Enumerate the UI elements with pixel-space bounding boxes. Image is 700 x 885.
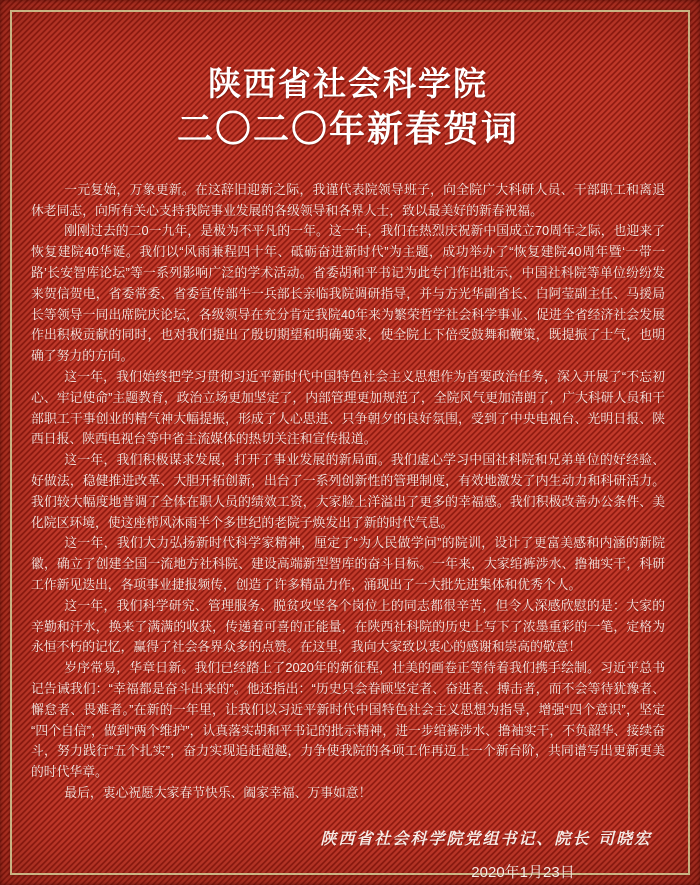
page-title-greeting: 二〇二〇年新春贺词 xyxy=(176,107,519,149)
signature-line: 陕西省社会科学院党组书记、院长 司晓宏 xyxy=(320,828,652,848)
paragraph-gratitude: 这一年，我们科学研究、管理服务、脱贫攻坚各个岗位上的同志都很辛苦，但令人深感欣慰的是：大家的辛勤和汗水，换来了满满的收获，传递着可喜的正能量，在陕西社科院的历史上写下了浓墨重彩的一笔，定格为永恒不朽的记忆，赢得了社会各界众多的点赞。在这里，我向大家致以衷心的感谢和崇高的敬意！ xyxy=(31,597,665,655)
paragraph-scientist-spirit: 这一年，我们大力弘扬新时代科学家精神，厘定了“为人民做学问”的院训，设计了更富美感和内涵的新院徽，确立了创建全国一流地方社科院、建设高端新型智库的奋斗目标。一年来，大家绾裤涉水、撸袖实干，科研工作新见迭出，各项事业捷报频传，创造了许多精品力作，涌现出了一大批先进集体和优秀个人。 xyxy=(31,535,665,592)
paragraph-new-year-outlook: 岁序常易，华章日新。我们已经踏上了2020年的新征程，壮美的画卷正等待着我们携手绘制。习近平总书记告诫我们：“幸福都是奋斗出来的”。他还指出：“历史只会眷顾坚定者、奋进者、搏击者，而不会等待犹豫者、懈怠者、畏难者。”在新的一年里，让我们以习近平新时代中国特色社会主义思想为指导，增强“四个意识”，坚定“四个自信”，做到“两个维护”，认真落实胡和平书记的批示精神，进一步绾裤涉水、撸袖实干，不负韶华、接续奋斗，努力践行“五个扎实”，奋力实现追赶超越，力争使我院的各项工作再迈上一个新台阶，共同谱写出更新更美的时代华章。 xyxy=(31,660,665,780)
paragraph-political-education: 这一年，我们始终把学习贯彻习近平新时代中国特色社会主义思想作为首要政治任务，深入开展了“不忘初心、牢记使命”主题教育，政治立场更加坚定了，内部管理更加规范了，全院风气更加清朗了，广大科研人员和干部职工干事创业的精气神大幅提振，形成了人心思进、只争朝夕的良好氛围，受到了中央电视台、光明日报、陕西日报、陕西电视台等中省主流媒体的热切关注和宣传报道。 xyxy=(31,368,665,447)
greeting-content xyxy=(12,12,688,881)
page-title-institution: 陕西省社会科学院 xyxy=(208,65,488,102)
greeting-body xyxy=(31,180,665,804)
paragraph-year-review: 刚刚过去的二0一九年，是极为不平凡的一年。这一年，我们在热烈庆祝新中国成立70周年之际，也迎来了恢复建院40华诞。我们以“风雨兼程四十年、砥砺奋进新时代”为主题，成功举办了“恢复建院40周年暨‘一带一路’长安智库论坛”等一系列影响广泛的学术活动。省委胡和平书记为此专门作出批示，中国社科院等单位纷纷发来贺信贺电，省委常委、省委宣传部牛一兵部长亲临我院调研指导，并与方光华副省长、白阿莹副主任、马援局长等领导一同出席院庆论坛，各级领导在充分肯定我院40年来为繁荣哲学社会科学事业、促进全省经济社会发展作出积极贡献的同时，也对我们提出了殷切期望和明确要求，使全院上下倍受鼓舞和鞭策，既提振了士气，也明确了努力的方向。 xyxy=(31,223,665,364)
paragraph-development: 这一年，我们积极谋求发展，打开了事业发展的新局面。我们虚心学习中国社科院和兄弟单位的好经验、好做法，稳健推进改革、大胆开拓创新，出台了一系列创新性的管理制度，有效地激发了内生动力和科研活力。我们较大幅度地普调了全体在职人员的绩效工资，大家脸上洋溢出了更多的幸福感。我们积极改善办公条件、美化院区环境，使这座栉风沐雨半个多世纪的老院子焕发出了新的时代气息。 xyxy=(31,452,665,530)
paragraph-opening: 一元复始，万象更新。在这辞旧迎新之际，我谨代表院领导班子，向全院广大科研人员、干部职工和离退休老同志，向所有关心支持我院事业发展的各级领导和各界人士，致以最美好的新春祝福。 xyxy=(31,181,665,218)
date-line: 2020年1月23日 xyxy=(471,863,575,881)
paragraph-closing-wish: 最后，衷心祝愿大家春节快乐、阖家幸福、万事如意！ xyxy=(64,784,372,800)
